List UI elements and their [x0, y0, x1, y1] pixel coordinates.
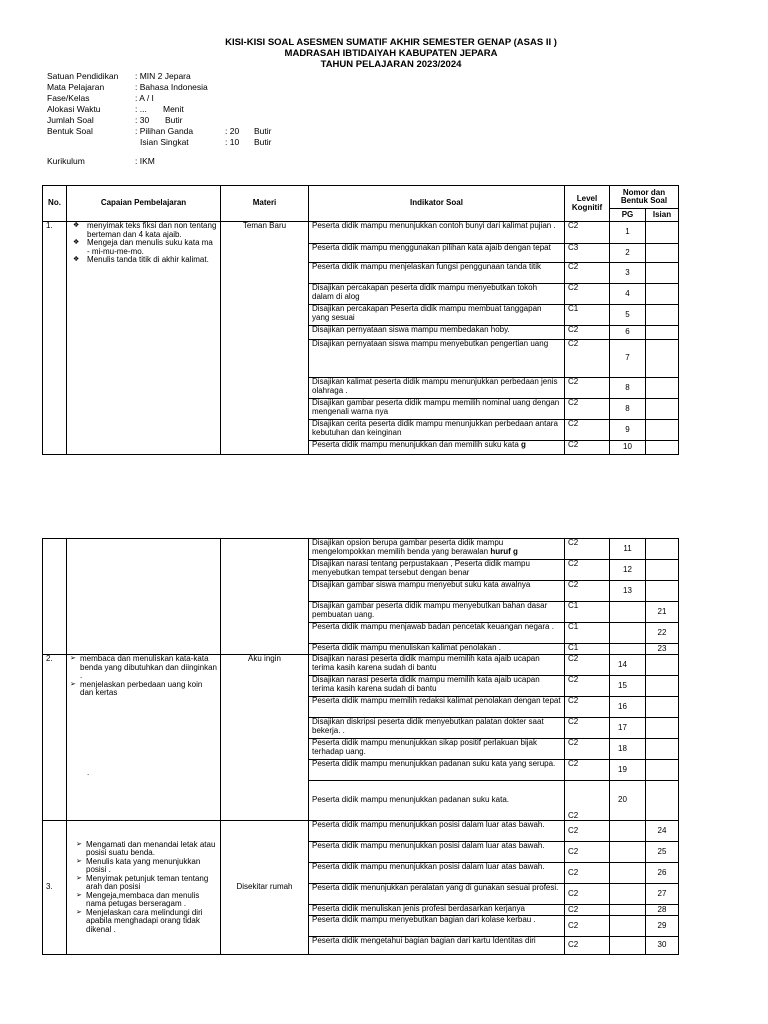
isian-number	[646, 222, 679, 244]
level-cell: C2	[565, 560, 610, 581]
indikator-cell	[309, 340, 565, 378]
level-cell: C2	[565, 399, 610, 420]
materi-cell: Aku ingin	[221, 655, 309, 821]
pg-number: 5	[610, 305, 646, 326]
col-header-capaian: Capaian Pembelajaran	[67, 186, 221, 222]
isian-number	[646, 340, 679, 378]
pg-number	[610, 623, 646, 644]
isian-number: 28	[646, 905, 679, 916]
level-cell: C2	[565, 581, 610, 602]
info-value: : 30	[135, 115, 150, 125]
info-count: : 20	[225, 126, 240, 136]
no-cell	[43, 539, 67, 655]
pg-number: 2	[610, 244, 646, 263]
indikator-cell	[309, 399, 565, 420]
table-row	[43, 821, 679, 842]
stray-dot: .	[87, 768, 90, 777]
pg-number: 17	[610, 718, 646, 739]
capaian-item: ➢ Menjelaskan cara melindungi diri apabila menghadapi orang tidak dikenal .	[86, 909, 217, 935]
indikator-cell	[309, 581, 565, 602]
pg-number: 6	[610, 326, 646, 340]
indikator-text: Peserta didik menuliskan jenis profesi berdasarkan kerjanya	[312, 904, 525, 913]
indikator-text: Peserta didik mampu menyebutkan bagian dari kolase kerbau .	[312, 915, 536, 924]
level-cell: C2	[565, 884, 610, 905]
info-label: Bentuk Soal	[47, 126, 93, 136]
pg-number: 3	[610, 263, 646, 284]
pg-number	[610, 821, 646, 842]
pg-number	[610, 602, 646, 623]
indikator-cell	[309, 916, 565, 937]
capaian-item: ❖ Mengeja dan menulis suku kata ma - mi-mu-me-mo.	[87, 239, 217, 256]
isian-number	[646, 718, 679, 739]
level-cell: C2	[565, 697, 610, 718]
indikator-cell	[309, 718, 565, 739]
indikator-text: Disajikan percakapan Peserta didik mampu membuat tanggapan yang sesuai	[312, 304, 542, 322]
section-2	[43, 655, 679, 821]
table-row	[43, 655, 679, 676]
isian-number	[646, 263, 679, 284]
indikator-cell	[309, 781, 565, 821]
level-cell: C2	[565, 441, 610, 455]
isian-number	[646, 739, 679, 760]
isian-number	[646, 676, 679, 697]
level-cell: C2	[565, 284, 610, 305]
pg-number	[610, 842, 646, 863]
level-cell: C2	[565, 739, 610, 760]
indikator-cell	[309, 378, 565, 399]
indikator-text: Peserta didik mampu menjawab badan pencetak keuangan negara .	[312, 622, 554, 631]
indikator-cell	[309, 937, 565, 955]
isian-number: 30	[646, 937, 679, 955]
indikator-text: Disajikan gambar peserta didik mampu menyebutkan bahan dasar pembuatan uang.	[312, 601, 548, 619]
isian-number	[646, 581, 679, 602]
section-1	[43, 222, 679, 455]
pg-number	[610, 644, 646, 655]
isian-number: 22	[646, 623, 679, 644]
pg-number: 18	[610, 739, 646, 760]
pg-number	[610, 905, 646, 916]
indikator-text: Disajikan cerita peserta didik mampu menunjukkan perbedaan antara kebutuhan dan keinginan	[312, 419, 558, 437]
no-cell: 2.	[43, 655, 67, 821]
indikator-cell	[309, 739, 565, 760]
indikator-text: Peserta didik mampu menunjukkan posisi dalam luar atas bawah.	[312, 820, 545, 829]
indikator-text: Peserta didik mengetahui bagian bagian dari kartu Identitas diri	[312, 936, 536, 945]
indikator-text: Disajikan gambar siswa mampu menyebut suku kata awalnya	[312, 580, 531, 589]
pg-number: 10	[610, 441, 646, 455]
table-row	[43, 539, 679, 560]
indikator-cell	[309, 602, 565, 623]
indikator-text: Peserta didik mampu menuliskan kalimat penolakan .	[312, 643, 501, 652]
info-label: Fase/Kelas	[47, 93, 90, 103]
level-cell: C2	[565, 222, 610, 244]
indikator-cell	[309, 326, 565, 340]
capaian-item: ➢ Menulis kata yang menunjukkan posisi .	[86, 858, 217, 875]
pg-number: 14	[610, 655, 646, 676]
isian-number: 29	[646, 916, 679, 937]
pg-number: 8	[610, 399, 646, 420]
indikator-cell	[309, 863, 565, 884]
indikator-cell	[309, 821, 565, 842]
pg-number: 11	[610, 539, 646, 560]
indikator-cell	[309, 884, 565, 905]
indikator-text: Peserta didik mampu memilih redaksi kalimat penolakan dengan tepat	[312, 696, 561, 705]
indikator-cell	[309, 441, 565, 455]
indikator-bold: g	[521, 440, 526, 449]
pg-number: 13	[610, 581, 646, 602]
indikator-text: Peserta didik mampu menggunakan pilihan kata ajaib dengan tepat	[312, 243, 551, 252]
pg-number: 4	[610, 284, 646, 305]
indikator-cell	[309, 420, 565, 441]
info-label: Kurikulum	[47, 156, 85, 166]
indikator-text: Peserta didik menunjukkan peralatan yang di gunakan sesuai profesi.	[312, 883, 559, 892]
level-cell: C2	[565, 326, 610, 340]
isian-number: 26	[646, 863, 679, 884]
indikator-text: Disajikan percakapan peserta didik mampu menyebutkan tokoh dalam di alog	[312, 283, 538, 301]
level-cell: C2	[565, 676, 610, 697]
isian-number: 21	[646, 602, 679, 623]
indikator-cell	[309, 644, 565, 655]
level-cell: C2	[565, 263, 610, 284]
info-value: : ...	[135, 104, 147, 114]
capaian-item: ❖ menyimak teks fiksi dan non tentang berteman dan 4 kata ajaib.	[87, 222, 217, 239]
level-cell: C1	[565, 305, 610, 326]
pg-number: 8	[610, 378, 646, 399]
capaian-item: ➢ menjelaskan perbedaan uang koin dan kertas	[80, 681, 217, 698]
indikator-text: Disajikan narasi peserta didik mampu memilih kata ajaib ucapan terima kasih karena sudah di bantu	[312, 675, 540, 693]
indikator-cell	[309, 676, 565, 697]
indikator-text: Peserta didik mampu menunjukkan padanan suku kata.	[312, 795, 510, 805]
level-cell: C2	[565, 916, 610, 937]
col-header-pg: PG	[610, 209, 646, 222]
section-3	[43, 821, 679, 955]
isian-number	[646, 781, 679, 821]
col-header-indikator: Indikator Soal	[309, 186, 565, 222]
col-header-isian: Isian	[646, 209, 679, 222]
indikator-text: Disajikan kalimat peserta didik mampu menunjukkan perbedaan jenis olahraga .	[312, 377, 558, 395]
info-value: : IKM	[135, 156, 155, 166]
pg-number: 19	[610, 760, 646, 781]
level-cell: C2	[565, 539, 610, 560]
indikator-cell	[309, 284, 565, 305]
isian-number	[646, 420, 679, 441]
indikator-text: Peserta didik mampu menunjukkan contoh bunyi dari kalimat pujian .	[312, 221, 556, 230]
indikator-text: Disajikan pernyataan siswa mampu membedakan hoby.	[312, 325, 510, 334]
info-value: : Pilihan Ganda	[135, 126, 194, 136]
level-cell: C2	[565, 842, 610, 863]
indikator-text: Peserta didik mampu menunjukkan sikap positif perlakuan bijak terhadap uang.	[312, 738, 538, 756]
capaian-cell	[67, 539, 221, 655]
document-header	[0, 37, 768, 70]
indikator-cell	[309, 655, 565, 676]
pg-number: 1	[610, 222, 646, 244]
indikator-text: Disajikan narasi tentang perpustakaan , Peserta didik mampu menyebutkan tempat tersebut dengan benar	[312, 559, 530, 577]
pg-number: 15	[610, 676, 646, 697]
pg-number	[610, 884, 646, 905]
isian-number	[646, 560, 679, 581]
capaian-cell	[67, 821, 221, 955]
isian-number	[646, 244, 679, 263]
isian-number	[646, 441, 679, 455]
info-label: Satuan Pendidikan	[47, 71, 119, 81]
indikator-cell	[309, 305, 565, 326]
info-count: : 10	[225, 137, 240, 147]
indikator-text: Peserta didik mampu menunjukkan dan memilih suku kata	[312, 440, 519, 449]
indikator-cell	[309, 222, 565, 244]
capaian-list	[70, 222, 217, 265]
col-header-nomor: Nomor dan Bentuk Soal	[610, 186, 679, 209]
isian-number: 24	[646, 821, 679, 842]
isian-number	[646, 655, 679, 676]
info-value: : MIN 2 Jepara	[135, 71, 191, 81]
isian-number	[646, 697, 679, 718]
isian-number	[646, 326, 679, 340]
indikator-text: Disajikan gambar peserta didik mampu memilih nominal uang dengan mengenali warna nya	[312, 398, 560, 416]
level-cell: C2	[565, 655, 610, 676]
indikator-cell	[309, 560, 565, 581]
info-value: : Bahasa Indonesia	[135, 82, 208, 92]
pg-number	[610, 916, 646, 937]
capaian-item: ➢ Menyimak petunjuk teman tentang arah dan posisi	[86, 875, 217, 892]
info-label: Mata Pelajaran	[47, 82, 105, 92]
indikator-cell	[309, 244, 565, 263]
level-cell: C2	[565, 760, 610, 781]
indikator-cell	[309, 842, 565, 863]
isian-number	[646, 378, 679, 399]
title-line-3: TAHUN PELAJARAN 2023/2024	[320, 59, 462, 70]
indikator-text: Peserta didik mampu menjelaskan fungsi penggunaan tanda titik	[312, 262, 542, 271]
isian-number	[646, 399, 679, 420]
isian-number: 25	[646, 842, 679, 863]
isian-number	[646, 760, 679, 781]
level-cell: C2	[565, 340, 610, 378]
capaian-item: ❖ Menulis tanda titik di akhir kalimat.	[87, 256, 217, 265]
table-row	[43, 222, 679, 244]
capaian-list	[70, 841, 217, 935]
indikator-text: Peserta didik mampu menunjukkan padanan suku kata yang serupa.	[312, 759, 556, 768]
level-cell: C1	[565, 644, 610, 655]
indikator-text: Peserta didik mampu menunjukkan posisi dalam luar atas bawah.	[312, 862, 545, 871]
isian-number	[646, 284, 679, 305]
pg-number: 9	[610, 420, 646, 441]
info-value: : A / I	[135, 93, 154, 103]
materi-cell: Teman Baru	[221, 222, 309, 455]
level-cell: C3	[565, 244, 610, 263]
col-header-no: No.	[43, 186, 67, 222]
indikator-text: Disajikan diskripsi peserta didik menyebutkan palatan dokter saat bekerja. .	[312, 717, 544, 735]
materi-cell	[221, 539, 309, 655]
indikator-text: Peserta didik mampu menunjukkan posisi dalam luar atas bawah.	[312, 841, 545, 850]
no-cell: 3.	[43, 821, 67, 955]
col-header-level: Level Kognitif	[565, 186, 610, 222]
pg-number: 20	[610, 781, 646, 821]
pg-number: 7	[610, 340, 646, 378]
pg-number: 12	[610, 560, 646, 581]
indikator-text: Disajikan pernyataan siswa mampu menyebutkan pengertian uang	[312, 339, 549, 348]
kisi-kisi-table-part-2	[42, 538, 679, 955]
capaian-item: ➢ Mengamati dan menandai letak atau posisi suatu benda.	[86, 841, 217, 858]
level-cell: C2	[565, 905, 610, 916]
kisi-kisi-table-part-1	[42, 185, 679, 455]
isian-number: 27	[646, 884, 679, 905]
col-header-materi: Materi	[221, 186, 309, 222]
title-line-2: MADRASAH IBTIDAIYAH KABUPATEN JEPARA	[284, 48, 498, 59]
capaian-cell	[67, 655, 221, 821]
indikator-text: Disajikan opsion berupa gambar peserta didik mampu mengelompokkan memilih benda yang berawalan	[312, 538, 504, 556]
no-cell: 1.	[43, 222, 67, 455]
level-cell: C2	[565, 821, 610, 842]
info-unit: Butir	[254, 126, 272, 136]
info-unit: Butir	[165, 115, 183, 125]
info-label: Alokasi Waktu	[47, 104, 101, 114]
capaian-cell	[67, 222, 221, 455]
materi-cell: Disekitar rumah	[221, 821, 309, 955]
section-1-continued	[43, 539, 679, 655]
pg-number	[610, 863, 646, 884]
level-cell: C2	[565, 937, 610, 955]
level-cell: C2	[565, 781, 610, 821]
isian-number	[646, 305, 679, 326]
indikator-text: Disajikan narasi peserta didik mampu memilih kata ajaib ucapan terima kasih karena sudah di bantu	[312, 654, 540, 672]
level-cell: C2	[565, 863, 610, 884]
capaian-item: ➢ membaca dan menuliskan kata-kata benda yang dibutuhkan dan diinginkan .	[80, 655, 217, 681]
level-cell: C2	[565, 420, 610, 441]
indikator-cell	[309, 263, 565, 284]
info-label: Jumlah Soal	[47, 115, 94, 125]
indikator-cell	[309, 697, 565, 718]
indikator-cell	[309, 905, 565, 916]
capaian-list	[70, 655, 217, 698]
info-unit: Butir	[254, 137, 272, 147]
info-unit: Menit	[163, 104, 184, 114]
level-cell: C2	[565, 718, 610, 739]
level-cell: C1	[565, 602, 610, 623]
title-line-1: KISI-KISI SOAL ASESMEN SUMATIF AKHIR SEMESTER GENAP (ASAS II )	[225, 37, 557, 48]
info-value: Isian Singkat	[140, 137, 189, 147]
indikator-bold: huruf g	[490, 546, 518, 556]
pg-number	[610, 937, 646, 955]
indikator-cell	[309, 623, 565, 644]
indikator-cell	[309, 760, 565, 781]
isian-number: 23	[646, 644, 679, 655]
pg-number: 16	[610, 697, 646, 718]
isian-number	[646, 539, 679, 560]
capaian-item: ➢ Mengeja,membaca dan menulis nama petugas berseragam .	[86, 892, 217, 909]
level-cell: C2	[565, 378, 610, 399]
indikator-cell	[309, 539, 565, 560]
level-cell: C1	[565, 623, 610, 644]
